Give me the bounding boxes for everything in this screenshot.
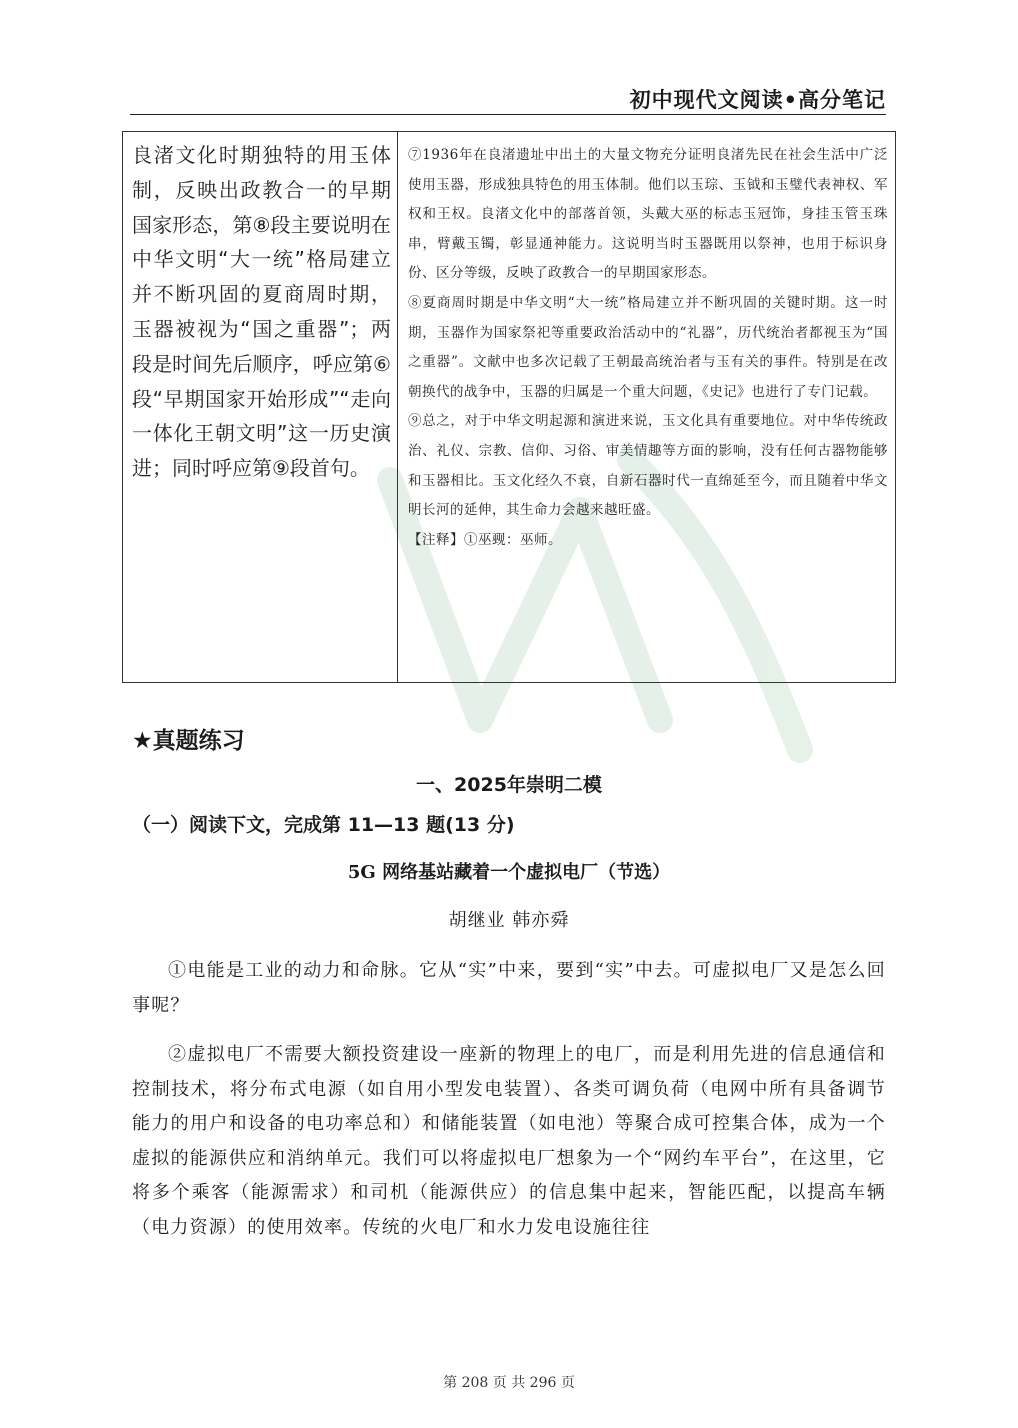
passage-paragraph-7: ⑦1936年在良渚遗址中出土的大量文物充分证明良渚先民在社会生活中广泛使用玉器，形成独具特色的用玉体制。他们以玉琮、玉钺和玉璧代表神权、军权和王权。良渚文化中的部落首领，头戴大巫的标志玉冠饰，身挂玉管玉珠串，臂戴玉镯，彰显通神能力。这说明当时玉器既用以祭神，也用于标识身份、区分等级，反映了政教合一的早期国家形态。 — [408, 147, 888, 282]
passage-paragraph-8: ⑧夏商周时期是中华文明“大一统”格局建立并不断巩固的关键时期。这一时期，玉器作为国家祭祀等重要政治活动中的“礼器”，历代统治者都视玉为“国之重器”。文献中也多次记载了王朝最高统治者与玉有关的事件。特别是在改朝换代的战争中，玉器的归属是一个重大问题，《史记》也进行了专门记载。 — [408, 294, 888, 400]
page-footer: 第 208 页 共 296 页 — [443, 1375, 575, 1391]
question-heading: （一）阅读下文，完成第 11—13 题(13 分) — [132, 814, 515, 836]
page-header: 初中现代文阅读•高分笔记 — [629, 88, 886, 112]
article-paragraph-2: ②虚拟电厂不需要大额投资建设一座新的物理上的电厂，而是利用先进的信息通信和控制技术，将分布式电源（如自用小型发电装置）、各类可调负荷（电网中所有具备调节能力的用户和设备的电功率总和）和储能装置（如电池）等聚合成可控集合体，成为一个虚拟的能源供应和消纳单元。我们可以将虚拟电厂想象为一个“网约车平台”，在这里，它将多个乘客（能源需求）和司机（能源供应）的信息集中起来，智能匹配，以提高车辆（电力资源）的使用效率。传统的火电厂和水力发电设施往往 — [132, 1044, 886, 1238]
passage-paragraph-9: ⑨总之，对于中华文明起源和演进来说，玉文化具有重要地位。对中华传统政治、礼仪、宗教、信仰、习俗、审美情趣等方面的影响，没有任何古器物能够和玉器相比。玉文化经久不衰，自新石器时代一直绵延至今，而且随着中华文明长河的延伸，其生命力会越来越旺盛。 — [408, 413, 888, 519]
analysis-cell: 良渚文化时期独特的用玉体制，反映出政教合一的早期国家形态，第⑧段主要说明在中华文明“大一统”格局建立并不断巩固的夏商周时期，玉器被视为“国之重器”；两段是时间先后顺序，呼应第⑥段“早期国家开始形成”“走向一体化王朝文明”这一历史演进；同时呼应第⑨段首句。 — [123, 132, 398, 682]
article-paragraph-1: ①电能是工业的动力和命脉。它从“实”中来，要到“实”中去。可虚拟电厂又是怎么回事呢？ — [132, 960, 886, 1016]
article-title: 5G 网络基站藏着一个虚拟电厂（节选） — [347, 862, 671, 883]
exam-title: 一、2025年崇明二模 — [416, 774, 602, 796]
passage-analysis-table — [122, 131, 896, 683]
article-author: 胡继业 韩亦舜 — [448, 910, 570, 931]
passage-cell — [398, 132, 895, 682]
passage-note: 【注释】①巫觋：巫师。 — [408, 531, 562, 548]
section-heading: ★真题练习 — [132, 728, 245, 754]
article-body — [132, 954, 886, 1260]
header-divider — [130, 114, 886, 115]
